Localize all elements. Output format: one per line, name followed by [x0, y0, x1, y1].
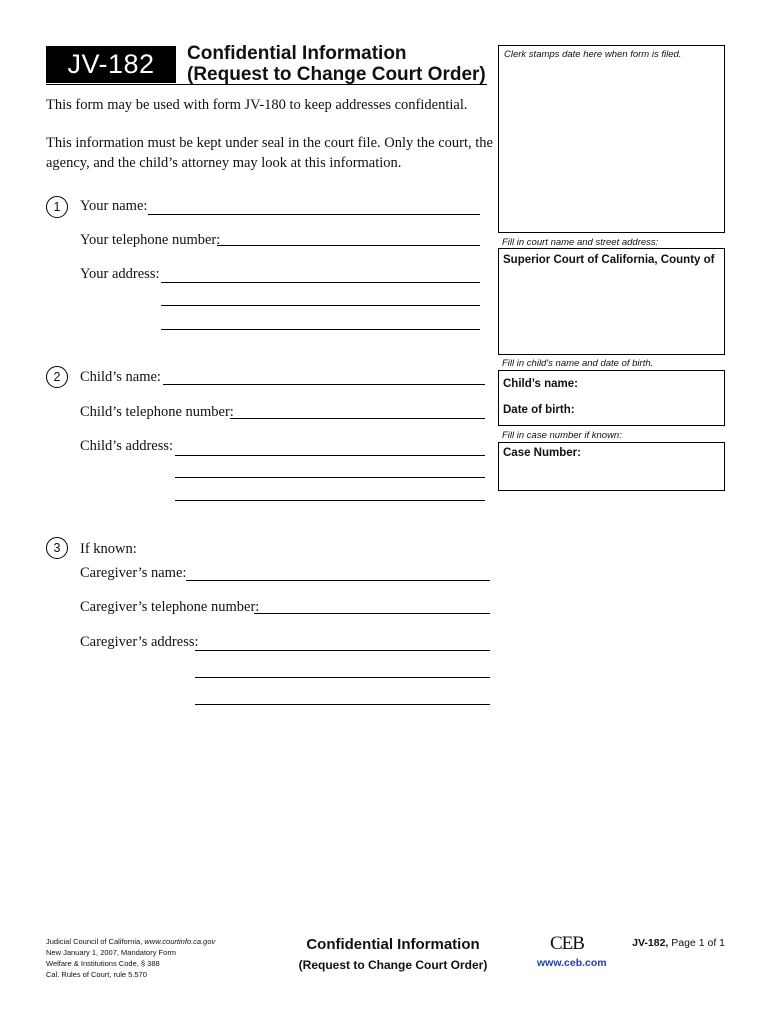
footer-citation — [46, 936, 215, 980]
child-phone-label: Child’s telephone number: — [80, 404, 234, 420]
clerk-stamp-hint: Clerk stamps date here when form is filed. — [504, 49, 682, 60]
your-address-field-line1[interactable] — [161, 282, 480, 283]
your-phone-field[interactable] — [217, 245, 480, 246]
caregiver-address-field-line1[interactable] — [195, 650, 490, 651]
caregiver-address-field-line3[interactable] — [195, 704, 490, 705]
your-phone-label: Your telephone number: — [80, 232, 221, 248]
footer-subtitle: (Request to Change Court Order) — [298, 958, 488, 972]
page-number-text: Page 1 of 1 — [671, 937, 725, 949]
child-info-hint: Fill in child's name and date of birth. — [502, 358, 654, 369]
child-phone-field[interactable] — [230, 418, 485, 419]
caregiver-name-field[interactable] — [186, 580, 490, 581]
caregiver-phone-label: Caregiver’s telephone number: — [80, 599, 260, 615]
page-indicator — [620, 937, 725, 949]
your-name-label: Your name: — [80, 198, 148, 214]
court-name-hint: Fill in court name and street address: — [502, 237, 659, 248]
footer-title: Confidential Information — [306, 936, 480, 953]
form-title-line2: (Request to Change Court Order) — [187, 64, 486, 85]
footer-citation-line1: Judicial Council of California, www.courtinfo.ca.gov — [46, 937, 216, 946]
your-address-field-line2[interactable] — [161, 305, 480, 306]
page-form-number: JV-182, — [632, 937, 669, 949]
caregiver-address-label: Caregiver’s address: — [80, 634, 199, 650]
child-address-field-line2[interactable] — [175, 477, 485, 478]
section-1-number: 1 — [46, 196, 68, 218]
form-title-line1: Confidential Information — [187, 43, 407, 64]
section-2-number: 2 — [46, 366, 68, 388]
your-address-label: Your address: — [80, 266, 160, 282]
courtinfo-link[interactable]: www.courtinfo.ca.gov — [144, 937, 216, 946]
intro-paragraph-1: This form may be used with form JV-180 to keep addresses confidential. — [46, 97, 468, 113]
case-number-hint: Fill in case number if known: — [502, 430, 622, 441]
court-name-box[interactable] — [498, 248, 725, 355]
if-known-label: If known: — [80, 541, 137, 557]
footer-citation-line2: New January 1, 2007, Mandatory Form — [46, 948, 177, 957]
child-info-name-label: Child’s name: — [503, 378, 578, 390]
form-number-badge: JV-182 — [46, 46, 176, 83]
intro-paragraph-2-line2: agency, and the child’s attorney may look at this information. — [46, 155, 402, 171]
footer-citation-line3: Welfare & Institutions Code, § 388 — [46, 959, 160, 968]
caregiver-phone-field[interactable] — [254, 613, 490, 614]
your-name-field[interactable] — [148, 214, 480, 215]
intro-paragraph-2-line1: This information must be kept under seal in the court file. Only the court, the — [46, 135, 493, 151]
child-address-label: Child’s address: — [80, 438, 174, 454]
header-divider — [46, 84, 487, 85]
caregiver-address-field-line2[interactable] — [195, 677, 490, 678]
section-3-number: 3 — [46, 537, 68, 559]
clerk-stamp-box — [498, 45, 725, 233]
child-info-dob-label: Date of birth: — [503, 404, 575, 416]
intro-paragraph-2 — [46, 133, 493, 173]
ceb-logo: CEB — [550, 933, 584, 954]
child-info-box[interactable] — [498, 370, 725, 426]
ceb-link[interactable]: www.ceb.com — [537, 957, 607, 969]
court-name-label: Superior Court of California, County of — [503, 254, 715, 266]
form-title — [187, 43, 486, 85]
caregiver-name-label: Caregiver’s name: — [80, 565, 187, 581]
footer-citation-line4: Cal. Rules of Court, rule 5.570 — [46, 970, 147, 979]
child-name-field[interactable] — [163, 384, 485, 385]
child-address-field-line1[interactable] — [175, 455, 485, 456]
your-address-field-line3[interactable] — [161, 329, 480, 330]
child-name-label: Child’s name: — [80, 369, 161, 385]
child-address-field-line3[interactable] — [175, 500, 485, 501]
case-number-label: Case Number: — [503, 447, 581, 459]
case-number-box[interactable] — [498, 442, 725, 491]
